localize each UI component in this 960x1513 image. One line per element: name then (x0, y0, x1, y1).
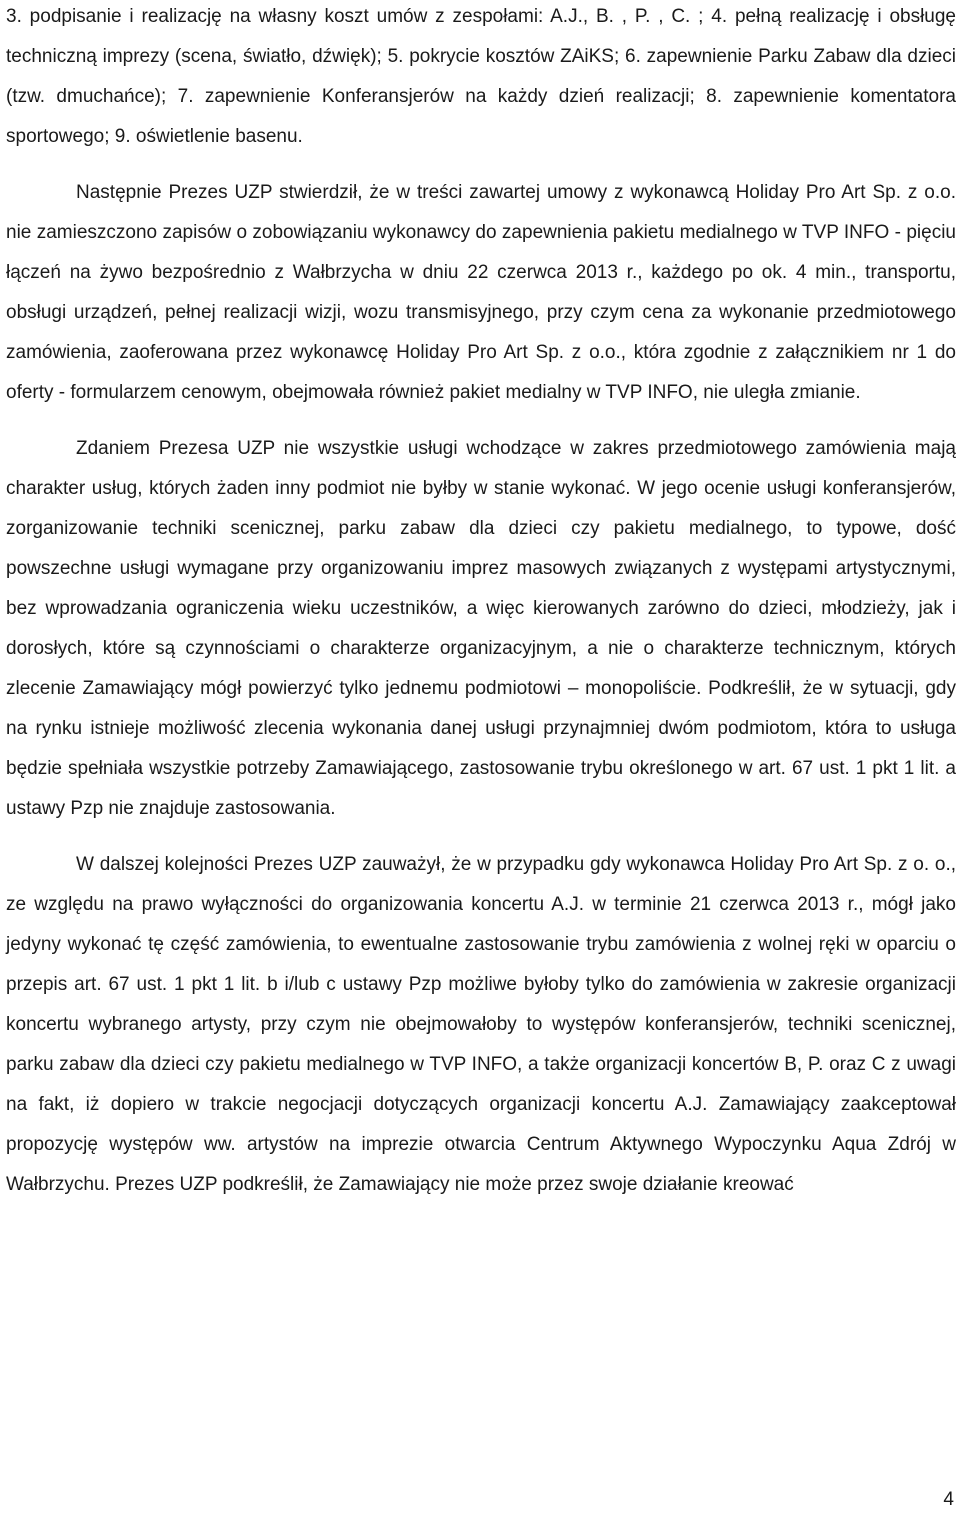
paragraph-gap (6, 157, 956, 173)
paragraph-further-findings: W dalszej kolejności Prezes UZP zauważył, że w przypadku gdy wykonawca Holiday Pro Art Sp. z o. o., ze względu na prawo wyłączności do organizowania koncertu A.J. w terminie 21 czerwca 2013 r., mógł jako jedyny wykonać tę część zamówienia, to ewentualne zastosowanie trybu zamówienia z wolnej ręki w oparciu o przepis art. 67 ust. 1 pkt 1 lit. b i/lub c ustawy Pzp możliwe byłoby tylko do zamówienia w zakresie organizacji koncertu wybranego artysty, przy czym nie obejmowałoby to występów konferansjerów, techniki scenicznej, parku zabaw dla dzieci czy pakietu medialnego w TVP INFO, a także organizacji koncertów B, P. oraz C z uwagi na fakt, iż dopiero w trakcie negocjacji dotyczących organizacji koncertu A.J. Zamawiający zaakceptował propozycję występów ww. artystów na imprezie otwarcia Centrum Aktywnego Wypoczynku Aqua Zdrój w Wałbrzychu. Prezes UZP podkreślił, że Zamawiający nie może przez swoje działanie kreować (6, 854, 956, 1195)
paragraph-president-opinion: Zdaniem Prezesa UZP nie wszystkie usługi wchodzące w zakres przedmiotowego zamówienia mają charakter usług, których żaden inny podmiot nie byłby w stanie wykonać. W jego ocenie usługi konferansjerów, zorganizowanie techniki scenicznej, parku zabaw dla dzieci czy pakietu medialnego, to typowe, dość powszechne usługi wymagane przy organizowaniu imprez masowych związanych z występami artystycznymi, bez wprowadzania ograniczenia wieku uczestników, a więc kierowanych zarówno do dzieci, młodzieży, jak i dorosłych, które są czynnościami o charakterze organizacyjnym, a nie o charakterze technicznym, których zlecenie Zamawiający mógł powierzyć tylko jednemu podmiotowi – monopoliście. Podkreślił, że w sytuacji, gdy na rynku istnieje możliwość zlecenia wykonania danej usługi przynajmniej dwóm podmiotom, która to usługa będzie spełniała wszystkie potrzeby Zamawiającego, zastosowanie trybu określonego w art. 67 ust. 1 pkt 1 lit. a ustawy Pzp nie znajduje zastosowania. (6, 438, 956, 819)
paragraph-gap (6, 829, 956, 845)
paragraph-continued-list: 3. podpisanie i realizację na własny koszt umów z zespołami: A.J., B. , P. , C. ; 4. pełną realizację i obsługę techniczną imprezy (scena, światło, dźwięk); 5. pokrycie kosztów ZAiKS; 6. zapewnienie Parku Zabaw dla dzieci (tzw. dmuchańce); 7. zapewnienie Konferansjerów na każdy dzień realizacji; 8. zapewnienie komentatora sportowego; 9. oświetlenie basenu. (6, 6, 956, 147)
paragraph-contract-findings: Następnie Prezes UZP stwierdził, że w treści zawartej umowy z wykonawcą Holiday Pro Art Sp. z o.o. nie zamieszczono zapisów o zobowiązaniu wykonawcy do zapewnienia pakietu medialnego w TVP INFO - pięciu łączeń na żywo bezpośrednio z Wałbrzycha w dniu 22 czerwca 2013 r., każdego po ok. 4 min., transportu, obsługi urządzeń, pełnej realizacji wizji, wozu transmisyjnego, przy czym cena za wykonanie przedmiotowego zamówienia, zaoferowana przez wykonawcę Holiday Pro Art Sp. z o.o., która zgodnie z załącznikiem nr 1 do oferty - formularzem cenowym, obejmowała również pakiet medialny w TVP INFO, nie uległa zmianie. (6, 182, 956, 403)
document-page (6, 0, 956, 1205)
paragraph-gap (6, 413, 956, 429)
page-number: 4 (943, 1489, 954, 1510)
